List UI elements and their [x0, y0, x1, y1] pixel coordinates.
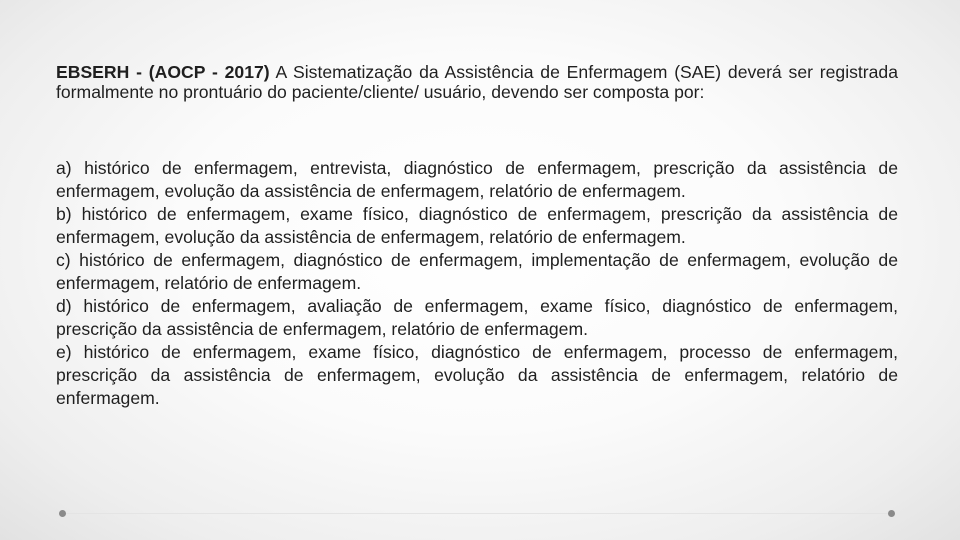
option-e: e) histórico de enfermagem, exame físico, diagnóstico de enfermagem, processo de enfermagem, prescrição da assistência de enfermagem, evolução da assistência de enfermagem, relatório de enfermagem. — [56, 342, 898, 408]
footer-divider — [66, 513, 892, 514]
question-text: A Sistematização da Assistência de Enfermagem (SAE) deverá ser registrada formalmente no prontuário do paciente/cliente/ usuário, devendo ser composta por: — [56, 62, 898, 102]
option-a: a) histórico de enfermagem, entrevista, diagnóstico de enfermagem, prescrição da assistência de enfermagem, evolução da assistência de enfermagem, relatório de enfermagem. — [56, 158, 898, 201]
question-source: EBSERH - (AOCP - 2017) — [56, 62, 270, 82]
answer-options — [56, 157, 898, 410]
question-statement — [56, 62, 898, 102]
option-d: d) histórico de enfermagem, avaliação de enfermagem, exame físico, diagnóstico de enfermagem, prescrição da assistência de enfermagem, relatório de enfermagem. — [56, 296, 898, 339]
option-b: b) histórico de enfermagem, exame físico, diagnóstico de enfermagem, prescrição da assistência de enfermagem, evolução da assistência de enfermagem, relatório de enfermagem. — [56, 204, 898, 247]
option-c: c) histórico de enfermagem, diagnóstico de enfermagem, implementação de enfermagem, evolução de enfermagem, relatório de enfermagem. — [56, 250, 898, 293]
footer-dot-right — [888, 510, 895, 517]
footer-dot-left — [59, 510, 66, 517]
